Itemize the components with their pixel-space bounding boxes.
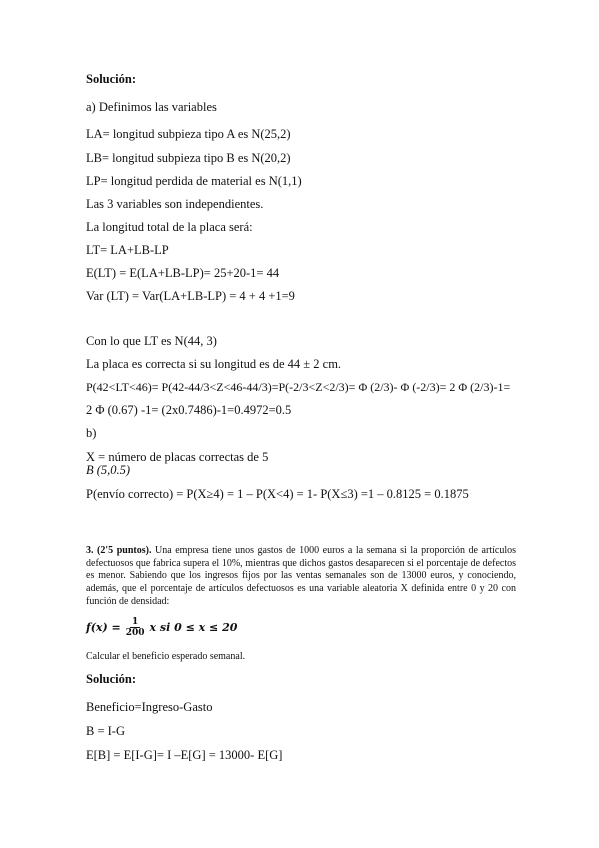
plate-correct-condition: La placa es correcta si su longitud es de 44 ± 2 cm. (86, 357, 342, 371)
variable-lp: LP= longitud perdida de material es N(1,1) (86, 174, 302, 188)
expectation-lt: E(LT) = E(LA+LB-LP)= 25+20-1= 44 (86, 266, 280, 280)
question-3-label: 3. (2'5 puntos). (86, 545, 152, 556)
density-formula (86, 617, 237, 638)
question-3-statement (86, 545, 516, 609)
solution-heading: Solución: (86, 72, 137, 86)
total-length-intro: La longitud total de la placa será: (86, 220, 253, 234)
lt-distribution: Con lo que LT es N(44, 3) (86, 334, 217, 348)
calculate-instruction: Calcular el beneficio esperado semanal. (86, 651, 246, 662)
profit-formula: B = I-G (86, 724, 125, 738)
part-b-label: b) (86, 426, 97, 440)
independence-note: Las 3 variables son independientes. (86, 197, 264, 211)
lt-definition: LT= LA+LB-LP (86, 243, 169, 257)
probability-line-1: P(42<LT<46)= P(42-44/3<Z<46-44/3)=P(-2/3<Z<2/3)= Φ (2/3)- Φ (-2/3)= 2 Φ (2/3)-1= (86, 380, 511, 394)
x-definition: X = número de placas correctas de 5 (86, 450, 269, 464)
probability-line-2: 2 Φ (0.67) -1= (2x0.7486)-1=0.4972=0.5 (86, 403, 292, 417)
formula-fraction (124, 617, 147, 638)
shipment-probability: P(envío correcto) = P(X≥4) = 1 – P(X<4) = 1- P(X≤3) =1 – 0.8125 = 0.1875 (86, 487, 469, 501)
variance-lt: Var (LT) = Var(LA+LB-LP) = 4 + 4 +1=9 (86, 289, 295, 303)
variable-lb: LB= longitud subpieza tipo B es N(20,2) (86, 151, 291, 165)
profit-definition: Beneficio=Ingreso-Gasto (86, 700, 213, 714)
part-a-intro: a) Definimos las variables (86, 100, 217, 114)
expected-profit: E[B] = E[I-G]= I –E[G] = 13000- E[G] (86, 748, 283, 762)
binomial-distribution: B (5,0.5) (86, 463, 131, 477)
formula-denominator: 200 (125, 628, 145, 638)
variable-la: LA= longitud subpieza tipo A es N(25,2) (86, 127, 291, 141)
formula-rhs: x si 0 ≤ x ≤ 20 (149, 621, 238, 634)
question-3-text: Una empresa tiene unos gastos de 1000 euros a la semana si la proporción de artículos defectuosos que fabrica supera el 10%, mientras que dichos gastos desaparecen si el porcentaje de defectos es menor. Sabiendo que los ingresos fijos por las ventas semanales son de 13000 euros, y conociendo, además, que el porcentaje de artículos defectuosos es una variable aleatoria X definida entre 0 y 20 con función de densidad: (86, 545, 516, 607)
formula-numerator: 1 (132, 617, 139, 627)
formula-lhs: f(x) = (86, 621, 121, 634)
solution-heading-2: Solución: (86, 672, 137, 686)
